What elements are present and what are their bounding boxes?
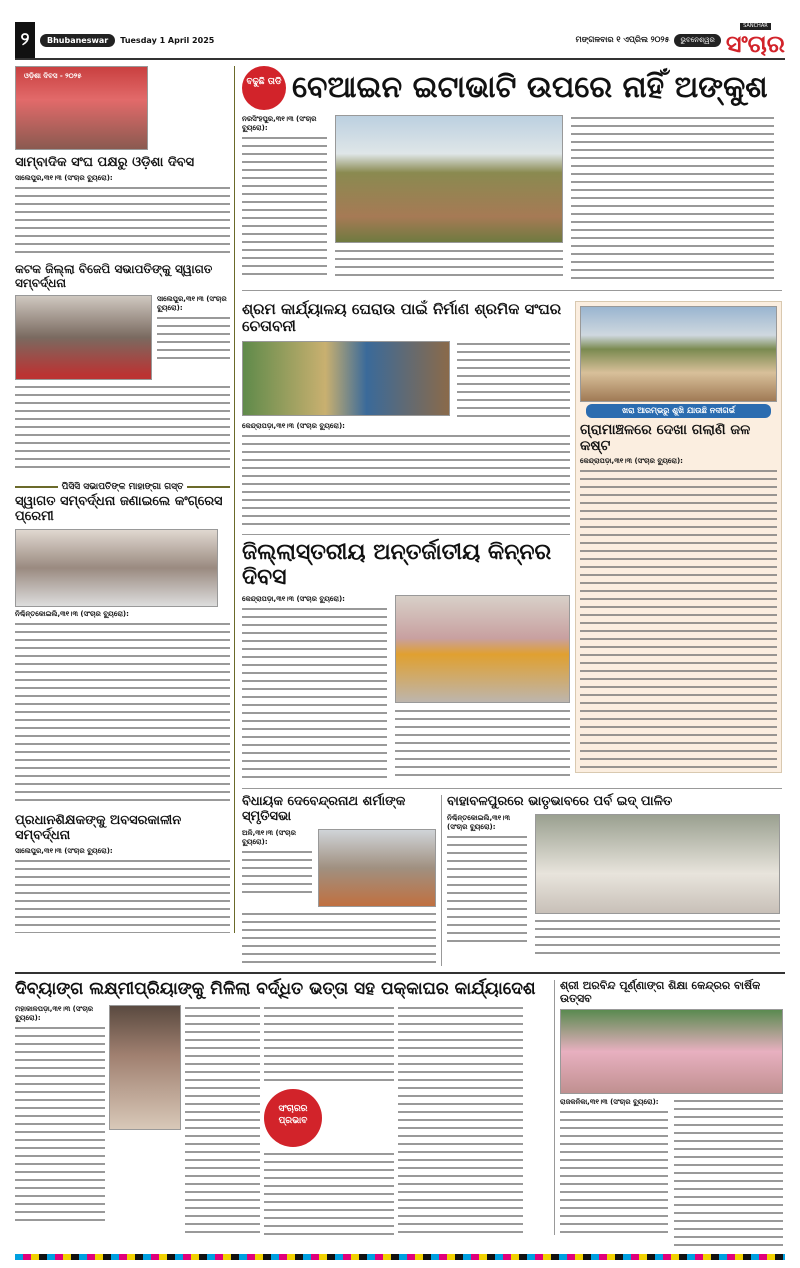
story-body bbox=[535, 918, 780, 956]
odia-date: ମଙ୍ଗଳବାର ୧ ଏପ୍ରିଲ ୨୦୨୫ bbox=[575, 35, 670, 44]
story-dateline: ନିଶ୍ଚିନ୍ତକୋଇଲି,୩୧।୩ (ସଂଚାର ବ୍ୟୁରୋ): bbox=[447, 814, 510, 832]
photo-caption: ଖରା ଆରମ୍ଭରୁ ଶୁଖି ଯାଉଛି ନଦୀଗର୍ଭ bbox=[586, 404, 771, 418]
story-body bbox=[242, 849, 312, 899]
print-color-strip bbox=[15, 1254, 785, 1260]
story-body bbox=[398, 1005, 523, 1235]
story-body bbox=[264, 1151, 394, 1235]
section-rule bbox=[242, 534, 570, 535]
lead-badge: ବଢୁଛି ତାଡି bbox=[242, 66, 286, 110]
impact-badge: ସଂଚାରର ପ୍ରଭାବ bbox=[264, 1089, 322, 1147]
story-headline: ସ୍ୱାଗତ ସମ୍ବର୍ଦ୍ଧନା ଜଣାଇଲେ କଂଗ୍ରେସ ପ୍ରେମୀ bbox=[15, 493, 223, 524]
story-headline: ଦିବ୍ୟାଙ୍ଗ ଲକ୍ଷ୍ମୀପ୍ରିୟାଙ୍କୁ ମିଳିଲା ବର୍ଦ୍ଧିତ ଭତ୍ତା ସହ ପକ୍କାଘର କାର୍ଯ୍ୟାଦେଶ bbox=[15, 978, 536, 999]
story-headline: କଟକ ଜିଲ୍ଲା ବିଜେପି ସଭାପତିଙ୍କୁ ସ୍ୱାଗତ ସମ୍ବର୍ଦ୍ଧନା bbox=[15, 261, 213, 290]
kicker-rule bbox=[15, 486, 58, 488]
bottom-section bbox=[15, 980, 785, 1248]
main-area bbox=[15, 66, 785, 966]
kicker-rule bbox=[187, 486, 230, 488]
story-dateline: କେନ୍ଦ୍ରାପଡ଼ା,୩୧।୩ (ସଂଚାର ବ୍ୟୁରୋ): bbox=[242, 421, 345, 430]
story-dateline: ସାଲେପୁର,୩୧।୩ (ସଂଚାର ବ୍ୟୁରୋ): bbox=[157, 294, 227, 312]
congress-photo bbox=[15, 529, 218, 607]
story-kicker: ପିସିସି ସଭାପତିଙ୍କ ମାହାଙ୍ଗା ଗସ୍ତ bbox=[61, 481, 184, 492]
masthead bbox=[15, 22, 785, 60]
story-body bbox=[242, 135, 327, 275]
story-dateline: ମହାକାଳପଡ଼ା,୩୧।୩ (ସଂଚାର ବ୍ୟୁରୋ): bbox=[15, 1004, 94, 1022]
story-body bbox=[185, 1005, 260, 1235]
edition-city: Bhubaneswar bbox=[40, 34, 115, 47]
story-body bbox=[15, 1025, 105, 1225]
story-dateline: ନରସିଂହପୁର,୩୧।୩ (ସଂଚାର ବ୍ୟୁରୋ): bbox=[242, 115, 317, 132]
story-dateline: ରାଜକନିକା,୩୧।୩ (ସଂଚାର ବ୍ୟୁରୋ): bbox=[560, 1098, 659, 1107]
story-body bbox=[15, 185, 230, 257]
lead-headline: ବେଆଇନ ଇଟାଭାଟି ଉପରେ ନାହିଁ ଅଙ୍କୁଶ bbox=[292, 69, 768, 105]
eid-photo bbox=[535, 814, 780, 914]
story-body bbox=[15, 621, 230, 806]
story-body bbox=[447, 834, 527, 944]
kinnar-rally-photo bbox=[395, 595, 570, 703]
story-dateline: ଅଳି,୩୧।୩ (ସଂଚାର ବ୍ୟୁରୋ): bbox=[242, 828, 296, 846]
bjp-felicitation-photo bbox=[15, 295, 152, 380]
odia-city: ଭୁବନେଶ୍ୱର bbox=[674, 34, 720, 47]
story-body bbox=[571, 115, 774, 279]
story-dateline: କେନ୍ଦ୍ରାପଡ଼ା,୩୧।୩ (ସଂଚାର ବ୍ୟୁରୋ): bbox=[580, 457, 683, 466]
story-body bbox=[242, 606, 387, 781]
story-body bbox=[157, 315, 230, 365]
story-headline: ସାମ୍ବାଦିକ ସଂଘ ପକ୍ଷରୁ ଓଡ଼ିଶା ଦିବସ bbox=[15, 155, 195, 170]
story-headline: ଶ୍ରମ କାର୍ଯ୍ୟାଳୟ ଘେରାଉ ପାଇଁ ନିର୍ମାଣ ଶ୍ରମିକ ସଂଘର ଚେତାବନୀ bbox=[242, 300, 562, 336]
odisha-day-photo bbox=[15, 66, 148, 150]
story-headline: ଶ୍ରୀ ଅରବିନ୍ଦ ପୂର୍ଣ୍ଣାଙ୍ଗ ଶିକ୍ଷା କେନ୍ଦ୍ରର ବାର୍ଷିକ ଉତ୍ସବ bbox=[560, 978, 761, 1005]
labour-protest-photo bbox=[242, 341, 450, 416]
section-rule bbox=[242, 788, 782, 789]
masthead-logo: ସଂଚାର bbox=[725, 29, 785, 58]
story-dateline: ସାଲେପୁର,୩୧।୩ (ସଂଚାର ବ୍ୟୁରୋ): bbox=[15, 173, 113, 182]
edition-date: Tuesday 1 April 2025 bbox=[120, 35, 215, 45]
story-body bbox=[15, 384, 230, 474]
story-headline: ଜିଲ୍ଲାସ୍ତରୀୟ ଅନ୍ତର୍ଜାତୀୟ କିନ୍ନର ଦିବସ bbox=[242, 539, 552, 590]
bottom-rule bbox=[15, 972, 785, 974]
water-box bbox=[575, 301, 782, 773]
page-number: ୨ bbox=[15, 22, 35, 58]
brick-kiln-photo bbox=[335, 115, 563, 243]
section-rule bbox=[242, 290, 782, 291]
left-column bbox=[15, 66, 235, 933]
story-body bbox=[580, 468, 777, 768]
story-headline: ଗ୍ରାମାଞ୍ଚଳରେ ଦେଖା ଗଲାଣି ଜଳ କଷ୍ଟ bbox=[580, 422, 751, 455]
photo-banner: ଓଡ଼ିଶା ଦିବସ - ୨୦୨୫ bbox=[24, 72, 82, 80]
story-body bbox=[395, 708, 570, 782]
story-body bbox=[560, 1109, 668, 1239]
story-body bbox=[674, 1098, 783, 1248]
story-body bbox=[242, 911, 436, 966]
right-region bbox=[242, 66, 782, 966]
story-body bbox=[242, 433, 570, 529]
memorial-photo bbox=[318, 829, 436, 907]
story-body bbox=[335, 248, 563, 280]
story-headline: ପ୍ରଧାନଶିକ୍ଷକଙ୍କୁ ଅବସରକାଳୀନ ସମ୍ବର୍ଦ୍ଧନା bbox=[15, 812, 182, 843]
story-dateline: କେନ୍ଦ୍ରାପଡ଼ା,୩୧।୩ (ସଂଚାର ବ୍ୟୁରୋ): bbox=[242, 595, 345, 604]
school-function-photo bbox=[560, 1009, 783, 1094]
story-body bbox=[15, 858, 230, 933]
divyang-photo bbox=[109, 1005, 181, 1130]
masthead-logo-group bbox=[726, 23, 785, 58]
story-dateline: ନିଶ୍ଚିନ୍ତକୋଇଲି,୩୧।୩ (ସଂଚାର ବ୍ୟୁରୋ): bbox=[15, 609, 129, 618]
story-body bbox=[457, 341, 570, 419]
story-body bbox=[264, 1005, 394, 1085]
story-dateline: ସାଲେପୁର,୩୧।୩ (ସଂଚାର ବ୍ୟୁରୋ): bbox=[15, 846, 113, 855]
masthead-tag: SANCHAR bbox=[740, 23, 771, 30]
story-headline: ବିଧାୟକ ଦେବେନ୍ଦ୍ରନାଥ ଶର୍ମାଙ୍କ ସ୍ମୃତିସଭା bbox=[242, 794, 406, 825]
story-headline: ବାହାବଳପୁରରେ ଭାତୃଭାବରେ ପର୍ବ ଇଦ୍ ପାଳିତ bbox=[447, 794, 673, 810]
dry-river-photo bbox=[580, 306, 777, 402]
